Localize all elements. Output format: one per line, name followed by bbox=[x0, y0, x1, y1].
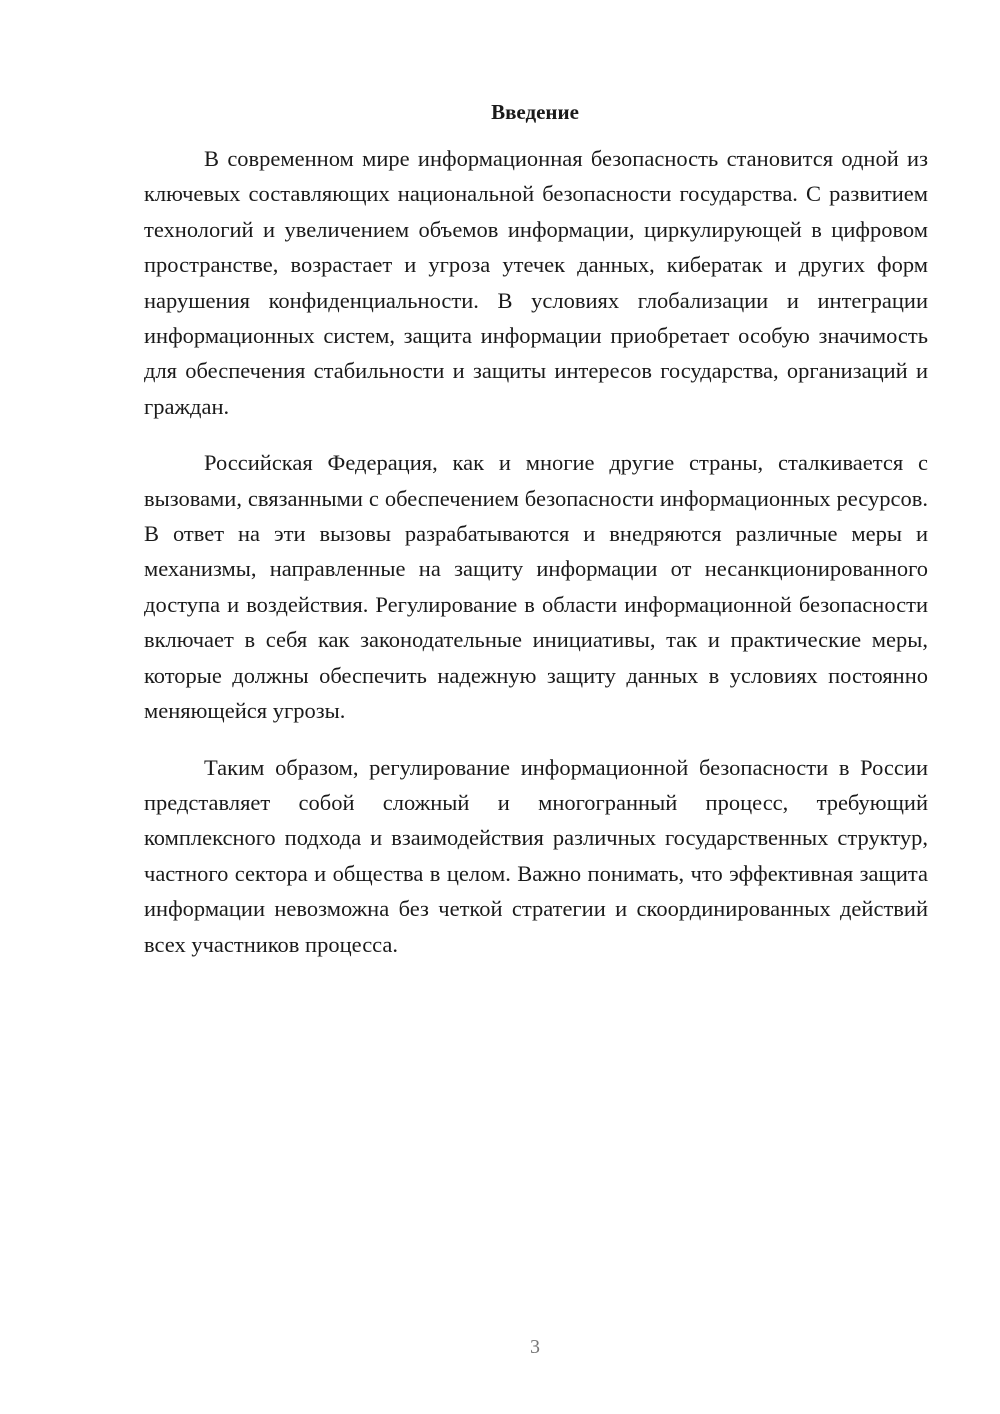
paragraph-3: Таким образом, регулирование информационной безопасности в России представляет собой сложный и многогранный процесс, требующий комплексного подхода и взаимодействия различных государственных структур, частного сектора и общества в целом. Важно понимать, что эффективная защита информации невозможна без четкой стратегии и скоординированных действий всех участников процесса. bbox=[144, 754, 928, 957]
page-number: 3 bbox=[530, 1336, 540, 1358]
section-heading: Введение bbox=[491, 100, 579, 124]
paragraph-2: Российская Федерация, как и многие другие страны, сталкивается с вызовами, связанными с обеспечением безопасности информационных ресурсов. В ответ на эти вызовы разрабатываются и внедряются различные меры и механизмы, направленные на защиту информации от несанкционированного доступа и воздействия. Регулирование в области информационной безопасности включает в себя как законодательные инициативы, так и практические меры, которые должны обеспечить надежную защиту данных в условиях постоянно меняющейся угрозы. bbox=[144, 450, 928, 724]
paragraph-1: В современном мире информационная безопасность становится одной из ключевых составляющих национальной безопасности государства. С развитием технологий и увеличением объемов информации, циркулирующей в цифровом пространстве, возрастает и угроза утечек данных, кибератак и других форм нарушения конфиденциальности. В условиях глобализации и интеграции информационных систем, защита информации приобретает особую значимость для обеспечения стабильности и защиты интересов государства, организаций и граждан. bbox=[144, 146, 928, 419]
body-text bbox=[144, 141, 928, 962]
